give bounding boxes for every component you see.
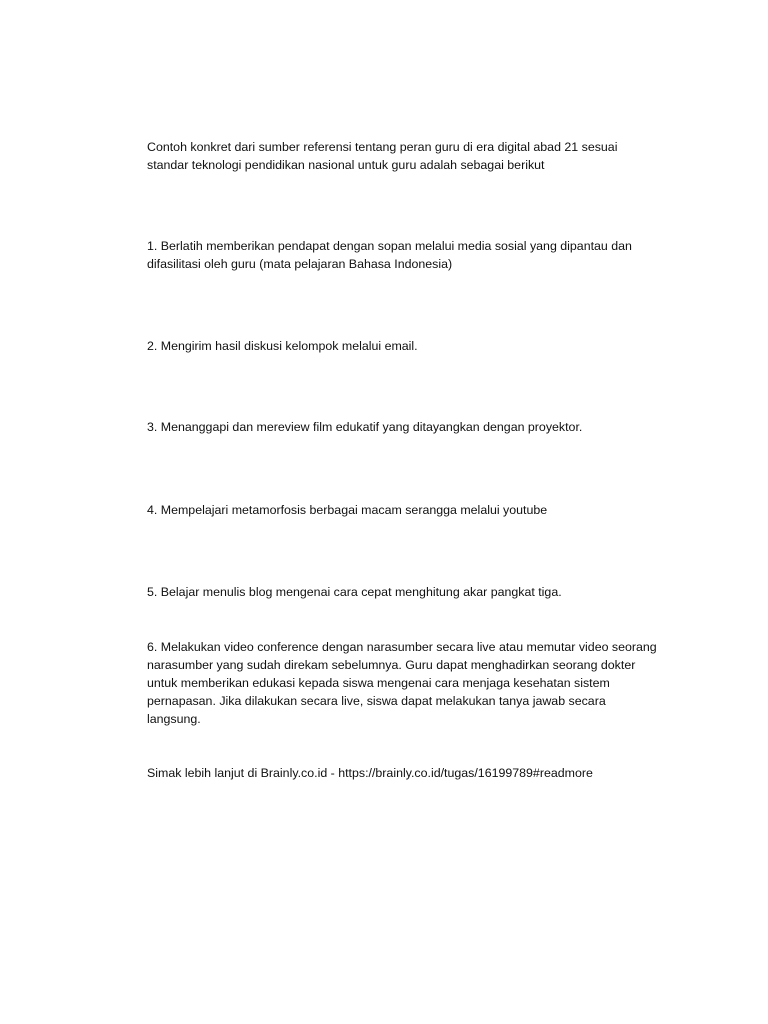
list-item: 4. Mempelajari metamorfosis berbagai macam serangga melalui youtube bbox=[147, 503, 548, 517]
list-item: 3. Menanggapi dan mereview film edukatif yang ditayangkan dengan proyektor. bbox=[147, 420, 583, 434]
list-item: 5. Belajar menulis blog mengenai cara cepat menghitung akar pangkat tiga. bbox=[147, 585, 562, 599]
list-item: 1. Berlatih memberikan pendapat dengan sopan melalui media sosial yang dipantau dan difasilitasi oleh guru (mata pelajaran Bahasa Indonesia) bbox=[147, 239, 632, 271]
source-reference: Simak lebih lanjut di Brainly.co.id - https://brainly.co.id/tugas/16199789#readmore bbox=[147, 766, 593, 780]
list-item: 6. Melakukan video conference dengan narasumber secara live atau memutar video seorang narasumber yang sudah direkam sebelumnya. Guru dapat menghadirkan seorang dokter untuk memberikan edukasi kepada siswa mengenai cara menjaga kesehatan sistem pernapasan. Jika dilakukan secara live, siswa dapat melakukan tanya jawab secara langsung. bbox=[147, 640, 657, 726]
list-item: 2. Mengirim hasil diskusi kelompok melalui email. bbox=[147, 339, 418, 353]
intro-paragraph: Contoh konkret dari sumber referensi tentang peran guru di era digital abad 21 sesuai standar teknologi pendidikan nasional untuk guru adalah sebagai berikut bbox=[147, 140, 618, 172]
